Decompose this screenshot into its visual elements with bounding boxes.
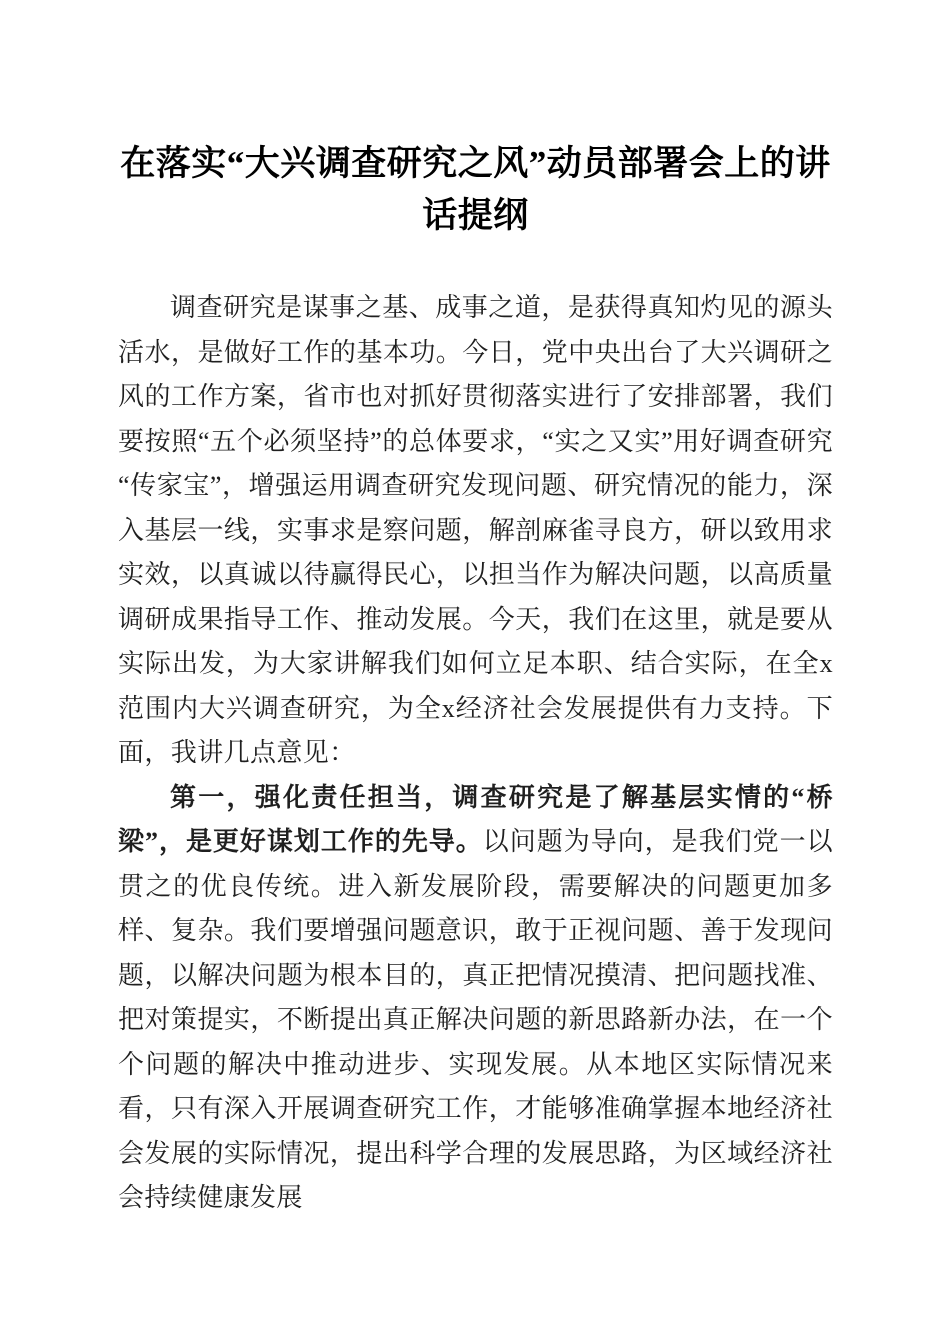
paragraph-1-text: 调查研究是谋事之基、成事之道，是获得真知灼见的源头活水，是做好工作的基本功。今日，党中央出台了大兴调研之风的工作方案，省市也对抓好贯彻落实进行了安排部署，我们要按照“五个必须坚持”的总体要求，“实之又实”用好调查研究“传家宝”，增强运用调查研究发现问题、研究情况的能力，深入基层一线，实事求是察问题，解剖麻雀寻良方，研以致用求实效，以真诚以待赢得民心，以担当作为解决问题，以高质量调研成果指导工作、推动发展。今天，我们在这里，就是要从实际出发，为大家讲解我们如何立足本职、结合实际，在全x范围内大兴调查研究，为全x经济社会发展提供有力支持。下面，我讲几点意见： xyxy=(118,293,833,767)
document-title: 在落实“大兴调查研究之风”动员部署会上的讲话提纲 xyxy=(120,144,831,235)
body-paragraph-1 xyxy=(118,286,833,776)
body-paragraph-2 xyxy=(118,776,833,1221)
paragraph-2-text: 以问题为导向，是我们党一以贯之的优良传统。进入新发展阶段，需要解决的问题更加多样、复杂。我们要增强问题意识，敢于正视问题、善于发现问题，以解决问题为根本目的，真正把情况摸清、把问题找准、把对策提实，不断提出真正解决问题的新思路新办法，在一个个问题的解决中推动进步、实现发展。从本地区实际情况来看，只有深入开展调查研究工作，才能够准确掌握本地经济社会发展的实际情况，提出科学合理的发展思路，为区域经济社会持续健康发展 xyxy=(118,827,833,1212)
paragraph-2-bold-lead: 第一，强化责任担当，调查研究是了解基层实情的“桥梁”，是更好谋划工作的先导。 xyxy=(118,782,833,856)
